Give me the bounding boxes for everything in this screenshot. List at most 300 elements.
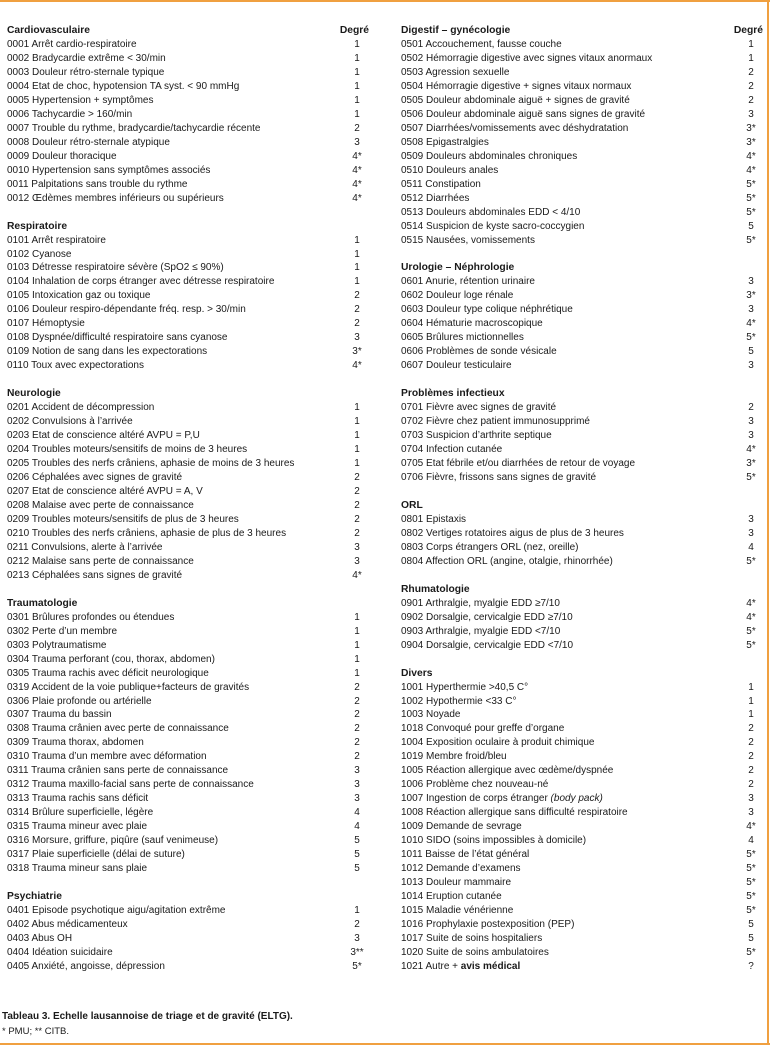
complaint-label [7, 345, 345, 359]
table-row [401, 513, 763, 527]
complaint-label [7, 778, 345, 792]
complaint-text: 0012 Œdèmes membres inférieurs ou supérieurs [7, 192, 224, 204]
table-row [7, 736, 369, 750]
table-row [401, 108, 763, 122]
table-row [7, 639, 369, 653]
degree-value: 5* [352, 960, 362, 972]
complaint-label [7, 122, 345, 136]
degree-value: 4* [746, 318, 756, 330]
section-gap [7, 373, 369, 387]
table-row [7, 234, 369, 248]
table-row [7, 750, 369, 764]
table-row [401, 527, 763, 541]
table-row [7, 527, 369, 541]
degree-value: 2 [748, 402, 754, 414]
complaint-label [401, 681, 739, 695]
table-row [7, 122, 369, 136]
complaint-label [401, 513, 739, 527]
complaint-label [401, 429, 739, 443]
complaint-text: 0006 Tachycardie > 160/min [7, 108, 133, 120]
degree-value: 3 [748, 108, 754, 120]
complaint-text: 0107 Hémoptysie [7, 318, 85, 330]
complaint-label [401, 876, 739, 890]
complaint-label [401, 359, 739, 373]
complaint-label [7, 443, 345, 457]
degree-value: 2 [354, 485, 360, 497]
complaint-text: 0105 Intoxication gaz ou toxique [7, 290, 151, 302]
degree-value: 5* [746, 192, 756, 204]
complaint-label [401, 108, 739, 122]
complaint-text: 1002 Hypothermie <33 C° [401, 695, 517, 707]
complaint-text: 0402 Abus médicamenteux [7, 919, 128, 930]
degree-value: 1 [748, 709, 754, 721]
complaint-label [7, 303, 345, 317]
complaint-label [401, 317, 739, 331]
complaint-label [7, 52, 345, 66]
table-row [7, 38, 369, 52]
table-row [401, 443, 763, 457]
table-row [401, 317, 763, 331]
table-row [7, 695, 369, 709]
degree-value: 3 [748, 807, 754, 819]
section-header [401, 583, 763, 597]
table-row [401, 611, 763, 625]
degree-value: 3 [354, 765, 360, 777]
table-row [7, 611, 369, 625]
degree-value: 5 [354, 863, 360, 875]
table-row [7, 918, 369, 932]
complaint-text: 0207 Etat de conscience altéré AVPU = A, V [7, 485, 203, 497]
degree-value: 1 [354, 52, 360, 64]
complaint-text: 0603 Douleur type colique néphrétique [401, 304, 573, 316]
bottom-border [0, 1043, 770, 1045]
table-row [7, 261, 369, 275]
table-row [401, 359, 763, 373]
table-row [401, 66, 763, 80]
complaint-text: 0503 Agression sexuelle [401, 66, 510, 78]
table-row [401, 275, 763, 289]
table-row [401, 820, 763, 834]
complaint-text: 0705 Etat fébrile et/ou diarrhées de retour de voyage [401, 458, 636, 470]
table-row [7, 778, 369, 792]
complaint-text: 0506 Douleur abdominale aiguë sans signes de gravité [401, 108, 646, 120]
complaint-text: 1008 Réaction allergique sans difficulté respiratoire [401, 807, 628, 819]
table-row [401, 695, 763, 709]
degree-value: 1 [748, 38, 754, 50]
complaint-text: 1018 Convoqué pour greffe d’organe [401, 723, 565, 735]
table-row [401, 136, 763, 150]
degree-value: 4* [746, 444, 756, 456]
table-row [7, 303, 369, 317]
complaint-text: 0513 Douleurs abdominales EDD < 4/10 [401, 206, 581, 218]
degree-value: 5* [746, 891, 756, 903]
complaint-label [7, 178, 345, 192]
complaint-label [401, 164, 739, 178]
complaint-text: 0405 Anxiété, angoisse, dépression [7, 960, 165, 972]
table-row [401, 457, 763, 471]
complaint-text: 0103 Détresse respiratoire sévère (SpO2 ≤ 90%) [7, 262, 224, 274]
complaint-text: 0706 Fièvre, frissons sans signes de gravité [401, 472, 597, 483]
degree-value: 5* [746, 625, 756, 637]
degree-value: 5* [746, 946, 756, 958]
degree-value: 2 [748, 94, 754, 106]
degree-value: 3 [748, 416, 754, 428]
complaint-label [7, 275, 345, 289]
complaint-text: 0213 Céphalées sans signes de gravité [7, 569, 183, 581]
complaint-label [401, 303, 739, 317]
degree-value: 1 [354, 66, 360, 78]
complaint-text: 0606 Problèmes de sonde vésicale [401, 346, 557, 358]
complaint-text: 0304 Trauma perforant (cou, thorax, abdomen) [7, 653, 215, 665]
table-row [401, 932, 763, 946]
complaint-text: 1021 Autre + [401, 960, 461, 972]
complaint-label [401, 94, 739, 108]
complaint-text: 0401 Episode psychotique aigu/agitation extrême [7, 905, 226, 917]
complaint-label [7, 317, 345, 331]
section-gap [401, 373, 763, 387]
complaint-label [7, 555, 345, 569]
table-row [7, 541, 369, 555]
degree-value: 3* [746, 458, 756, 470]
table-row [401, 890, 763, 904]
table-row [401, 471, 763, 485]
complaint-label [7, 667, 345, 681]
complaint-label [401, 289, 739, 303]
degree-value: 2 [748, 765, 754, 777]
complaint-label [7, 736, 345, 750]
complaint-label [401, 708, 739, 722]
degree-value: 1 [354, 276, 360, 288]
table-row [401, 94, 763, 108]
complaint-label [7, 108, 345, 122]
complaint-label [7, 331, 345, 345]
degree-value: 1 [354, 80, 360, 92]
complaint-text: 0317 Plaie superficielle (délai de suture) [7, 849, 185, 861]
table-row [401, 303, 763, 317]
complaint-label [401, 890, 739, 904]
degree-value: 2 [354, 122, 360, 134]
complaint-text: 0403 Abus OH [7, 932, 73, 944]
complaint-label [7, 164, 345, 178]
complaint-label [401, 471, 739, 485]
complaint-text: 0102 Cyanose [7, 248, 72, 260]
table-row [401, 681, 763, 695]
complaint-text: 0404 Idéation suicidaire [7, 946, 113, 958]
complaint-text: 1017 Suite de soins hospitaliers [401, 932, 543, 944]
table-row [7, 457, 369, 471]
complaint-text: 0308 Trauma crânien avec perte de connaissance [7, 723, 229, 735]
degree-value: 4* [746, 821, 756, 833]
complaint-label [7, 834, 345, 848]
degree-value: 2 [748, 737, 754, 749]
degree-value: 2 [354, 513, 360, 525]
complaint-label [401, 415, 739, 429]
right-column [401, 24, 763, 974]
table-row [7, 275, 369, 289]
table-row [7, 653, 369, 667]
section-title: Neurologie [7, 388, 61, 400]
complaint-label [401, 234, 739, 248]
degree-value: 5 [354, 849, 360, 861]
table-row [7, 820, 369, 834]
complaint-text: 1012 Demande d’examens [401, 863, 521, 875]
complaint-text: 0206 Céphalées avec signes de gravité [7, 472, 183, 483]
degree-value: 2 [354, 695, 360, 707]
table-row [7, 164, 369, 178]
complaint-label [7, 289, 345, 303]
complaint-label [401, 736, 739, 750]
degree-value: 5* [746, 555, 756, 567]
table-row [7, 834, 369, 848]
complaint-text: 0101 Arrêt respiratoire [7, 234, 106, 246]
complaint-label [7, 38, 345, 52]
complaint-text: 0104 Inhalation de corps étranger avec détresse respiratoire [7, 276, 275, 288]
complaint-text: 0310 Trauma d’un membre avec déformation [7, 751, 207, 763]
degree-value: 2 [354, 472, 360, 483]
degree-value: 1 [748, 681, 754, 693]
complaint-label [7, 234, 345, 248]
degree-value: 3* [746, 136, 756, 148]
degree-value: 2 [354, 499, 360, 511]
degree-value: 3 [748, 513, 754, 525]
complaint-label [7, 499, 345, 513]
complaint-text: 0203 Etat de conscience altéré AVPU = P,U [7, 430, 200, 442]
complaint-text: 1014 Eruption cutanée [401, 891, 502, 903]
table-row [401, 122, 763, 136]
complaint-text: 0802 Vertiges rotatoires aigus de plus de 3 heures [401, 527, 624, 539]
degree-value: 3** [350, 946, 364, 958]
complaint-label [401, 778, 739, 792]
section-title: Digestif – gynécologie [401, 25, 511, 36]
table-row [7, 499, 369, 513]
table-row [401, 736, 763, 750]
degree-value: 1 [354, 262, 360, 274]
complaint-text: 0312 Trauma maxillo-facial sans perte de connaissance [7, 779, 254, 791]
degree-value: 4* [746, 597, 756, 609]
complaint-text: 0702 Fièvre chez patient immunosupprimé [401, 416, 590, 428]
degree-value: 4 [748, 541, 754, 553]
degree-value: 3 [748, 430, 754, 442]
complaint-text: 0005 Hypertension + symptômes [7, 94, 154, 106]
degree-value: 3 [354, 555, 360, 567]
table-row [401, 345, 763, 359]
section-title: Cardiovasculaire [7, 25, 90, 36]
section-header [401, 261, 763, 275]
complaint-text: 0311 Trauma crânien sans perte de connaissance [7, 765, 229, 777]
table-row [7, 136, 369, 150]
complaint-label [401, 345, 739, 359]
complaint-label [401, 862, 739, 876]
table-row [7, 862, 369, 876]
section-title: Psychiatrie [7, 891, 62, 903]
complaint-text: 0514 Suspicion de kyste sacro-coccygien [401, 220, 585, 232]
table-row [401, 555, 763, 569]
table-row [401, 429, 763, 443]
complaint-label [401, 960, 739, 974]
section-gap [401, 653, 763, 667]
section-header [401, 24, 763, 38]
section-header [7, 24, 369, 38]
complaint-text: 0319 Accident de la voie publique+facteurs de gravités [7, 681, 250, 693]
complaint-text: 0901 Arthralgie, myalgie EDD ≥7/10 [401, 597, 560, 609]
degree-column-header: Degré [339, 25, 369, 36]
complaint-label [7, 80, 345, 94]
degree-value: 3 [748, 276, 754, 288]
complaint-label [7, 415, 345, 429]
table-row [401, 848, 763, 862]
degree-value: 1 [354, 402, 360, 414]
complaint-label [7, 792, 345, 806]
degree-value: 1 [354, 248, 360, 260]
table-row [401, 164, 763, 178]
complaint-label [7, 862, 345, 876]
section-digestif-gynecologie [401, 24, 763, 248]
complaint-text: 0209 Troubles moteurs/sensitifs de plus de 3 heures [7, 513, 239, 525]
complaint-text: 0510 Douleurs anales [401, 164, 499, 176]
table-row [7, 331, 369, 345]
degree-value: 3 [748, 793, 754, 805]
degree-value: 4* [352, 150, 362, 162]
table-row [7, 904, 369, 918]
complaint-text: 0604 Hématurie macroscopique [401, 318, 543, 330]
section-gap [7, 206, 369, 220]
table-row [7, 667, 369, 681]
table-row [401, 862, 763, 876]
complaint-label [7, 820, 345, 834]
table-row [401, 150, 763, 164]
complaint-label [7, 485, 345, 499]
section-problemes-infectieux [401, 387, 763, 485]
table-row [7, 359, 369, 373]
degree-value: 5 [748, 220, 754, 232]
degree-value: 3 [748, 360, 754, 372]
complaint-text: 0202 Convulsions à l’arrivée [7, 416, 133, 428]
complaint-text: 0801 Epistaxis [401, 513, 467, 525]
degree-value: 2 [354, 681, 360, 693]
degree-value: 4* [352, 178, 362, 190]
degree-value: 1 [354, 905, 360, 917]
complaint-text: 0505 Douleur abdominale aiguë + signes de gravité [401, 94, 630, 106]
complaint-text: 0001 Arrêt cardio-respiratoire [7, 38, 137, 50]
complaint-text: 1013 Douleur mammaire [401, 877, 512, 889]
complaint-label [7, 681, 345, 695]
degree-value: 1 [354, 625, 360, 637]
complaint-label [7, 471, 345, 485]
complaint-text: 0109 Notion de sang dans les expectorations [7, 346, 208, 358]
table-row [401, 834, 763, 848]
complaint-label [401, 792, 739, 806]
degree-value: 5 [748, 919, 754, 930]
complaint-label [7, 541, 345, 555]
complaint-label [401, 806, 739, 820]
section-header [7, 387, 369, 401]
degree-value: 2 [354, 304, 360, 316]
left-column [7, 24, 369, 974]
complaint-label [401, 192, 739, 206]
complaint-label [7, 66, 345, 80]
degree-value: 4 [748, 835, 754, 847]
section-gap [7, 583, 369, 597]
complaint-text: 0004 Etat de choc, hypotension TA syst. < 90 mmHg [7, 80, 240, 92]
degree-value: 3* [352, 346, 362, 358]
degree-value: 3 [354, 541, 360, 553]
complaint-text: 0601 Anurie, rétention urinaire [401, 276, 535, 288]
table-row [7, 960, 369, 974]
degree-value: 2 [354, 709, 360, 721]
degree-value: 2 [748, 779, 754, 791]
complaint-label [7, 904, 345, 918]
section-header [401, 667, 763, 681]
table-row [401, 960, 763, 974]
degree-value: 4* [352, 192, 362, 204]
complaint-label [401, 275, 739, 289]
complaint-text: 0704 Infection cutanée [401, 444, 503, 456]
table-footnote: * PMU; ** CITB. [2, 1026, 70, 1037]
complaint-label [401, 527, 739, 541]
table-row [7, 625, 369, 639]
table-row [401, 918, 763, 932]
complaint-text: 0607 Douleur testiculaire [401, 360, 512, 372]
degree-value: 4 [354, 807, 360, 819]
table-row [7, 485, 369, 499]
table-row [401, 750, 763, 764]
table-row [7, 555, 369, 569]
complaint-label [401, 457, 739, 471]
degree-value: 1 [354, 430, 360, 442]
complaint-text: 0009 Douleur thoracique [7, 150, 117, 162]
degree-value: 4* [352, 569, 362, 581]
complaint-label [7, 192, 345, 206]
table-row [401, 178, 763, 192]
section-title: Traumatologie [7, 597, 78, 609]
complaint-label [7, 248, 345, 262]
table-row [7, 248, 369, 262]
section-title: Rhumatologie [401, 583, 470, 595]
table-row [401, 625, 763, 639]
section-gap [401, 569, 763, 583]
complaint-text: 0605 Brûlures mictionnelles [401, 332, 524, 344]
table-row [401, 792, 763, 806]
table-row [7, 178, 369, 192]
degree-value: 1 [748, 695, 754, 707]
table-row [7, 569, 369, 583]
complaint-label [401, 932, 739, 946]
table-row [401, 778, 763, 792]
right-border [767, 0, 769, 1045]
complaint-text: 0003 Douleur rétro-sternale typique [7, 66, 165, 78]
table-row [401, 904, 763, 918]
complaint-text: 0804 Affection ORL (angine, otalgie, rhinorrhée) [401, 555, 613, 567]
complaint-text: 0303 Polytraumatisme [7, 639, 107, 651]
degree-value: 5* [746, 639, 756, 651]
complaint-label [7, 695, 345, 709]
complaint-text: 0318 Trauma mineur sans plaie [7, 863, 148, 875]
degree-value: 1 [354, 667, 360, 679]
complaint-text: 1003 Noyade [401, 709, 461, 721]
table-row [401, 597, 763, 611]
complaint-label [7, 513, 345, 527]
complaint-label [7, 429, 345, 443]
degree-value: 2 [354, 290, 360, 302]
complaint-label [401, 150, 739, 164]
table-row [401, 639, 763, 653]
complaint-label [401, 834, 739, 848]
complaint-text: 0302 Perte d’un membre [7, 625, 118, 637]
section-gap [401, 248, 763, 262]
table-row [7, 471, 369, 485]
degree-value: 3* [746, 290, 756, 302]
degree-value: 4 [354, 821, 360, 833]
